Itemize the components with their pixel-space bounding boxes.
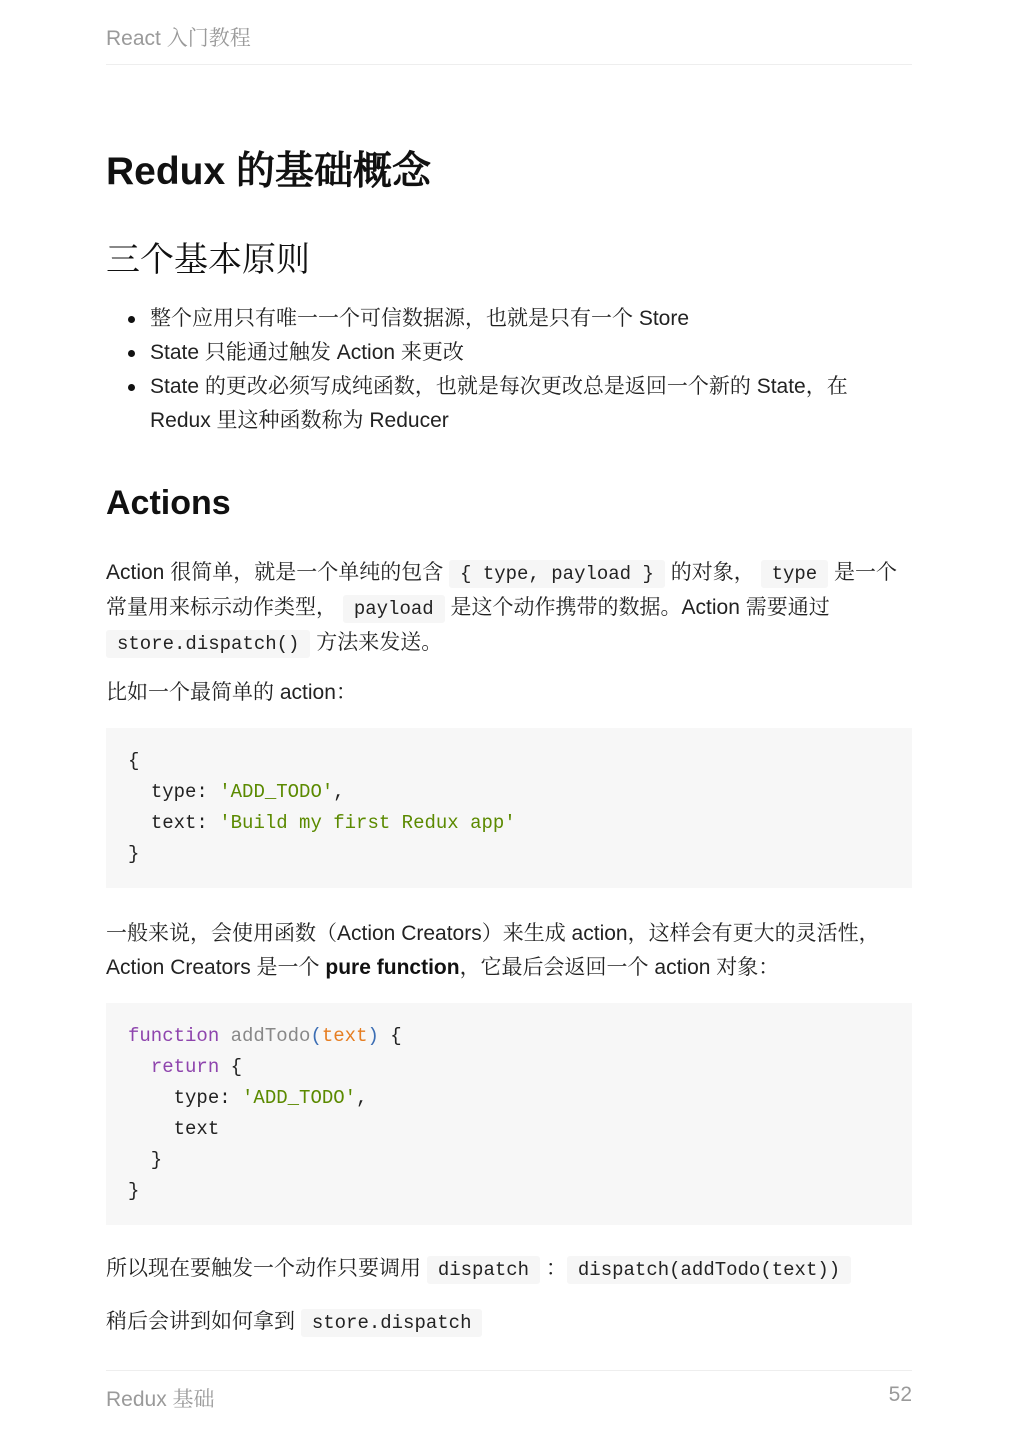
bullet-icon	[128, 350, 135, 357]
chapter-title: Redux 基础	[106, 1388, 215, 1411]
action-creators-paragraph: 一般来说，会使用函数（Action Creators）来生成 action，这样会有更大的灵活性，Action Creators 是一个 pure function，它最后会返回一个 action 对象：	[106, 922, 880, 979]
list-item: 整个应用只有唯一一个可信数据源，也就是只有一个 Store	[106, 302, 912, 336]
inline-code: dispatch(addTodo(text))	[567, 1256, 851, 1284]
example-intro: 比如一个最简单的 action：	[106, 681, 357, 704]
inline-code: payload	[343, 595, 445, 623]
page-number: 52	[888, 1383, 912, 1406]
code-block-action-creator: function addTodo(text) { return { type: 'ADD_TODO', text } }	[106, 1003, 912, 1225]
inline-code: store.dispatch()	[106, 630, 310, 658]
section-heading-actions: Actions	[106, 484, 231, 522]
running-header	[106, 22, 912, 65]
bold-term: pure function	[325, 956, 460, 979]
inline-code: type	[761, 560, 829, 588]
section-heading-principles: 三个基本原则	[106, 241, 310, 279]
store-dispatch-paragraph: 稍后会讲到如何拿到 store.dispatch	[106, 1305, 912, 1340]
dispatch-paragraph: 所以现在要触发一个动作只要调用 dispatch ： dispatch(addTodo(text))	[106, 1252, 912, 1287]
list-item: State 的更改必须写成纯函数，也就是每次更改总是返回一个新的 State，在 Redux 里这种函数称为 Reducer	[106, 370, 912, 438]
inline-code: store.dispatch	[301, 1309, 483, 1337]
inline-code: dispatch	[427, 1256, 540, 1284]
running-footer	[106, 1370, 912, 1413]
actions-paragraph: Action 很简单，就是一个单纯的包含 { type, payload } 的对象， type 是一个常量用来标示动作类型， payload 是这个动作携带的数据。Action 需要通过 store.dispatch() 方法来发送。	[106, 556, 912, 661]
code-block-action: { type: 'ADD_TODO', text: 'Build my first Redux app' }	[106, 728, 912, 888]
list-item: State 只能通过触发 Action 来更改	[106, 336, 912, 370]
bullet-icon	[128, 384, 135, 391]
inline-code: { type, payload }	[449, 560, 665, 588]
principles-list	[106, 302, 912, 438]
bullet-icon	[128, 316, 135, 323]
page-title: Redux 的基础概念	[106, 150, 432, 193]
running-title: React 入门教程	[106, 27, 251, 50]
